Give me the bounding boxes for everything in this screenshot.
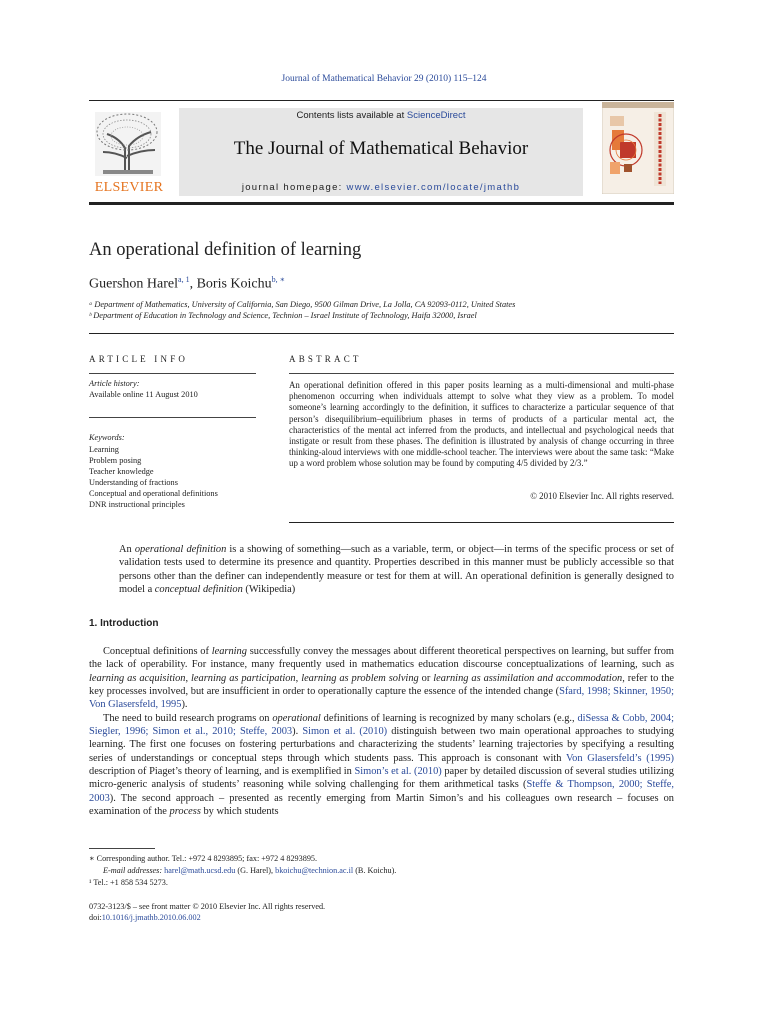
body-emphasis: operational	[272, 712, 321, 724]
body-emphasis: learning	[211, 646, 247, 657]
introduction-body	[89, 645, 674, 818]
body-text: successfully convey the messages about different theoretical perspectives on learning, but suffer from the lack of operability. For instance, many frequently used in mathematics education discourse conceptualizations of learning, such as	[89, 646, 674, 671]
info-top-rule	[89, 333, 674, 334]
info-rule-2	[89, 417, 256, 418]
author-koichu-marks[interactable]: b, ∗	[271, 275, 286, 284]
article-history-value: Available online 11 August 2010	[89, 390, 198, 399]
email-text: (G. Harel),	[235, 866, 276, 875]
epigraph-text: is a showing of something—such as a variable, term, or object—in terms of the specific process or set of validation tests used to determine its presence and quantity. Properties described in this manner must be publicly accessible so that persons other than the definer can independently measure or test for them at will. An operational definition is generally designed to model a	[119, 544, 674, 595]
epigraph-text: An	[119, 544, 135, 555]
email-link-harel[interactable]: harel@math.ucsd.edu	[164, 866, 236, 875]
body-text: by which students	[200, 806, 279, 818]
elsevier-wordmark[interactable]: ELSEVIER	[94, 180, 164, 195]
body-text: distinguish between two main operational approaches to studying learning. The first one focuses on fostering perturbations and characterizing the students’ learning trajectories by specifying a resulting series of understandings or conceptual steps through which students pass. This approach is consonant with	[89, 726, 675, 764]
keyword-item: Teacher knowledge	[89, 467, 154, 477]
author-harel-marks[interactable]: a, 1	[178, 275, 190, 284]
body-text: description of Piaget’s theory of learning, and is exemplified in	[89, 766, 355, 778]
body-text: ). The second approach – presented as recently emerging from Martin Simon’s and his colleagues own research – focuses on examination of the	[89, 792, 674, 818]
author-line	[89, 275, 285, 293]
section-heading-introduction: 1. Introduction	[89, 618, 159, 629]
body-emphasis: learning as problem solving	[301, 672, 419, 684]
intro-paragraph-2	[89, 712, 674, 819]
body-text: ,	[185, 672, 192, 684]
body-text: ).	[292, 726, 303, 738]
body-text: , refer to the key processes involved, but are insufficient in order to operationally capture the essence of the intended change (	[89, 672, 675, 698]
body-text: ).	[181, 699, 188, 711]
body-text: definitions of learning is recognized by many scholars (e.g.,	[320, 712, 578, 724]
abstract-bottom-rule	[289, 522, 674, 523]
citation-link[interactable]: Sfard, 1998; Skinner, 1950; Von Glasersfeld, 1995	[89, 686, 674, 711]
abstract-rule	[289, 373, 674, 374]
keyword-item: Conceptual and operational definitions	[89, 489, 218, 499]
author-koichu: Boris Koichu	[196, 276, 272, 292]
header-top-rule	[89, 100, 674, 101]
homepage-link[interactable]: www.elsevier.com/locate/jmathb	[346, 182, 521, 193]
body-text: or	[418, 672, 434, 684]
doi-line	[89, 913, 201, 922]
author-separator: ,	[189, 276, 197, 292]
epigraph-source: (Wikipedia)	[242, 583, 296, 595]
body-text: ,	[295, 672, 302, 684]
epigraph-emphasis: conceptual definition	[154, 583, 243, 595]
footnote-corresponding-author: ∗ Corresponding author. Tel.: +972 4 8293895; fax: +972 4 8293895.	[89, 854, 318, 863]
doi-link[interactable]: 10.1016/j.jmathb.2010.06.002	[101, 913, 201, 922]
epigraph	[119, 543, 674, 596]
keywords-label: Keywords:	[89, 433, 125, 442]
journal-cover-thumbnail[interactable]	[602, 102, 674, 194]
info-rule	[89, 373, 256, 374]
affiliation-b: ᵇ Department of Education in Technology and Science, Technion – Israel Institute of Technology, Haifa 32000, Israel	[89, 311, 477, 320]
citation-link[interactable]: Von Glasersfeld’s (1995)	[565, 752, 674, 764]
abstract-copyright: © 2010 Elsevier Inc. All rights reserved.	[530, 491, 674, 501]
front-matter-line: 0732-3123/$ – see front matter © 2010 Elsevier Inc. All rights reserved.	[89, 902, 326, 911]
footnote-email	[89, 865, 396, 877]
footnote-rule	[89, 848, 155, 849]
keyword-item: Learning	[89, 445, 119, 454]
keywords-list	[89, 444, 218, 511]
body-emphasis: learning as participation	[191, 672, 296, 684]
article-info-heading: ARTICLE INFO	[89, 354, 189, 364]
body-text: The need to build research programs on	[103, 712, 273, 724]
masthead-box	[179, 108, 583, 196]
email-label: E-mail addresses:	[103, 866, 165, 875]
body-text: Conceptual definitions of	[103, 646, 212, 657]
abstract-heading: ABSTRACT	[289, 354, 362, 364]
header-bottom-rule	[89, 202, 674, 205]
citation-link[interactable]: Simon et al. (2010)	[302, 726, 388, 738]
footnote-telephone: ¹ Tel.: +1 858 534 5273.	[89, 878, 168, 887]
doi-prefix: doi:	[89, 913, 102, 922]
body-text: paper by detailed discussion of several studies utilizing micro-generic analysis of students’ reasoning while solving challenging for them arithmetical tasks (	[89, 766, 674, 791]
keyword-item: Understanding of fractions	[89, 478, 178, 488]
email-text: (B. Koichu).	[353, 866, 397, 875]
keyword-item: DNR instructional principles	[89, 500, 185, 510]
sciencedirect-link[interactable]: ScienceDirect	[406, 110, 466, 121]
homepage-prefix: journal homepage:	[241, 182, 347, 193]
citation-link[interactable]: Steffe & Thompson, 2000; Steffe, 2003	[89, 779, 675, 804]
journal-name: The Journal of Mathematical Behavior	[233, 138, 529, 159]
body-emphasis: learning as acquisition	[89, 672, 186, 684]
citation-link[interactable]: diSessa & Cobb, 2004; Siegler, 1996; Simon et al., 2010; Steffe, 2003	[89, 712, 674, 738]
citation-link[interactable]: Simon’s et al. (2010)	[354, 766, 442, 778]
contents-prefix: Contents lists available at	[296, 110, 407, 121]
journal-masthead	[89, 108, 674, 200]
email-link-koichu[interactable]: bkoichu@technion.ac.il	[275, 866, 354, 875]
intro-paragraph-1	[89, 645, 674, 712]
journal-reference[interactable]: Journal of Mathematical Behavior 29 (2010) 115–124	[281, 74, 487, 84]
body-emphasis: process	[169, 806, 201, 818]
homepage-line	[179, 182, 583, 193]
article-title: An operational definition of learning	[89, 240, 362, 260]
author-harel: Guershon Harel	[89, 276, 179, 292]
contents-line	[179, 110, 583, 121]
abstract-text: An operational definition offered in this paper posits learning as a multi-dimensional and multi-phase phenomenon occurring when individuals attempt to solve what they view as a problem. To model someone’s learning accordingly to the definition, it suffices to characterize a particular sequence of that person’s disequilibrium–equilibrium phases in terms of products of a particular mental act, the characteristics of the mental act inferred from the products, and intellectual and psychological needs that instigate or result from these phases. The definition is illustrated by analysis of change occurring in three thinking-aloud interviews with one middle-school teacher. The interviews were about the same task: “Make up a word problem whose solution may be found by computing 4/5 divided by 2/3.”	[289, 380, 674, 469]
keyword-item: Problem posing	[89, 456, 142, 466]
article-history-label: Article history:	[89, 379, 140, 388]
affiliation-a: ᵃ Department of Mathematics, University of California, San Diego, 9500 Gilman Drive, La Jolla, CA 92093-0112, United States	[89, 300, 516, 309]
body-emphasis: learning as assimilation and accommodation	[433, 672, 623, 684]
epigraph-emphasis: operational definition	[134, 544, 227, 555]
